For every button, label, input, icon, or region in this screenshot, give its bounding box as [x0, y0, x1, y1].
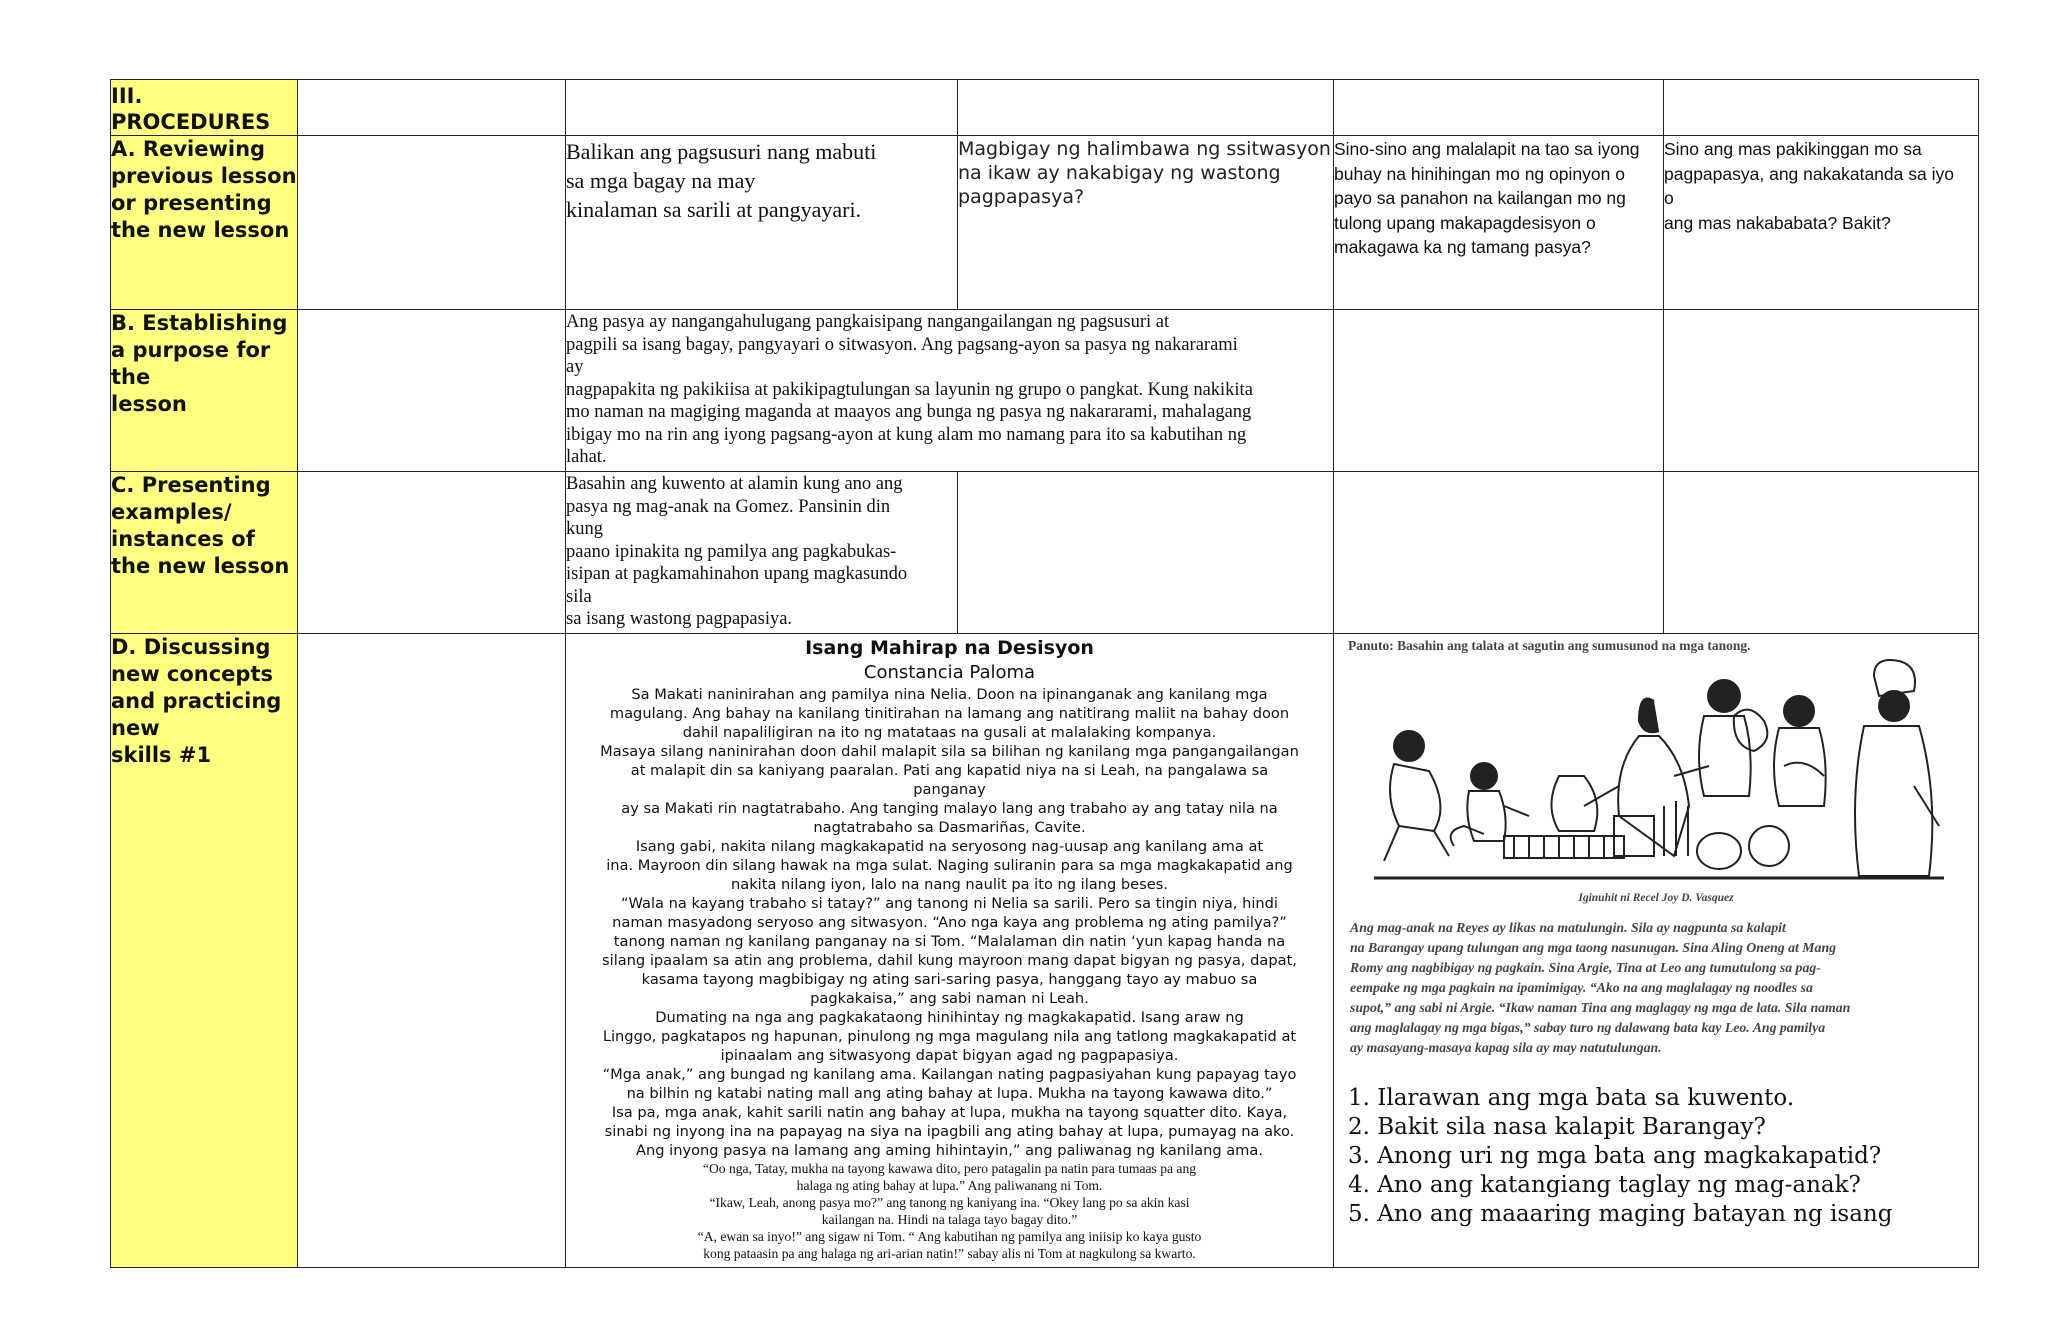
story-body: Sa Makati naninirahan ang pamilya nina Nelia. Doon na ipinanganak ang kanilang mga magulang. Ang bahay na kanilang tinitirahan na lamang ang natitirang maliit na bahay doon dahil napaliligiran na ito ng matataas na gusali at malalaking kompanya. Masaya silang naninirahan doon dahil malapit sila sa bilihan ng kanilang mga pangangailangan at malapit din sa kaniyang paaralan. Pati ang kapatid niya na si Leah, na pangalawa sa panganay ay sa Makati rin nagtatrabaho. Ang tanging malayo lang ang trabaho ay ang tatay nila na nagtatrabaho sa Dasmariñas, Cavite. Isang gabi, nakita nilang magkakapatid na seryosong nag-uusap ang kanilang ama at ina. Mayroon din silang hawak na mga sulat. Naging suliranin para sa mga magkakapatid ang nakita nilang iyon, lalo na nang naulit pa ito ng ilang beses. “Wala na kayang trabaho si tatay?” ang tanong ni Nelia sa sarili. Pero sa tingin niya, hindi naman masyadong seryoso ang sitwasyon. “Ano nga kaya ang problema ng ating pamilya?” tanong naman ng kanilang panganay na si Tom. “Malalaman din natin ‘yun kapag handa na silang ipaalam sa atin ang problema, dahil kung mayroon mang dapat bigyan ng pasya, dapat, kasama tayong magbibigay ng ating sari-saring pasya, hanggang tayo ay mabuo sa pagkakaisa,” ang sabi naman ni Leah. Dumating na nga ang pagkakataong hinihintay ng magkakapatid. Isang araw ng Linggo, pagkatapos ng hapunan, pinulong ng mga magulang nila ang tatlong magkakapatid at ipinaalam ang sitwasyong dapat bigyan agad ng pagpapasiya. “Mga anak,” ang bungad ng kanilang ama. Kailangan nating pagpasiyahan kung papayag tayo na bilhin ng katabi nating mall ang ating bahay at lupa. Mukha na tayong kawawa dito.” Isa pa, mga anak, kahit sarili natin ang bahay at lupa, mukha na tayong squatter dito. Kaya, sinabi ng inyong ina na papayag na siya na ipagbili ang ating bahay at lupa, pumayag na ako. Ang inyong pasya na lamang ang aming hihintayin,” ang paliwanag ng kanilang ama.	[600, 686, 1299, 1159]
story-body-continued: “Oo nga, Tatay, mukha na tayong kawawa dito, pero patagalin pa natin para tumaas pa ang halaga ng ating bahay at lupa.” Ang paliwanang ni Tom. “Ikaw, Leah, anong pasya mo?” ang tanong ng kaniyang ina. “Okey lang po sa akin kasi kailangan na. Hindi na talaga tayo bagay dito.” “A, ewan sa inyo!” ang sigaw ni Tom. “ Ang kabutihan ng pamilya ang iniisip ko kaya gusto kong pataasin pa ang halaga ng ari-arian natin!” sabay alis ni Tom at nagkulong sa kwarto.	[697, 1161, 1202, 1261]
empty-cell	[958, 80, 1334, 136]
empty-cell	[566, 80, 958, 136]
purpose-text: Ang pasya ay nangangahulugang pangkaisipang nangangailangan ng pagsusuri at pagpili sa isang bagay, pangyayari o sitwasyon. Ang pagsang-ayon sa pasya ng nakararami ay nagpapakita ng pakikiisa at pakikipagtulungan sa layunin ng grupo o pangkat. Kung nakikita mo naman na magiging maganda at maayos ang bunga ng pasya ng nakararami, mahalagang ibigay mo na rin ang iyong pagsang-ayon at kung alam mo namang para ito sa kabutihan ng lahat.	[566, 310, 1334, 472]
story-cell	[566, 634, 1334, 1268]
worksheet-instruction: Panuto: Basahin ang talata at sagutin ang sumusunod na mga tanong.	[1348, 638, 1751, 653]
label-establishing-purpose: B. Establishing a purpose for the lesson	[111, 310, 298, 472]
empty-cell	[1664, 472, 1979, 634]
figure-child-icon	[1467, 763, 1529, 841]
empty-cell	[298, 80, 566, 136]
figure-mother-icon	[1584, 699, 1709, 857]
question-item: 4. Ano ang katangiang taglay ng mag-anak?	[1348, 1172, 1861, 1198]
procedures-table	[110, 79, 1979, 1268]
family-relief-illustration	[1354, 656, 1954, 894]
day4-review-text: Sino ang mas pakikinggan mo sa pagpapasya, ang nakakatanda sa iyo o ang mas nakababata? Bakit?	[1664, 136, 1979, 310]
label-reviewing-lesson: A. Reviewing previous lesson or presenting the new lesson	[111, 136, 298, 310]
empty-cell	[1334, 80, 1664, 136]
day1-review-text: Balikan ang pagsusuri nang mabuti sa mga bagay na may kinalaman sa sarili at pangyayari.	[566, 136, 958, 310]
figure-father-icon	[1384, 731, 1449, 861]
row-establishing-purpose	[111, 310, 1979, 472]
worksheet-cell	[1334, 634, 1979, 1268]
story-author: Constancia Paloma	[863, 662, 1036, 683]
question-item: 3. Anong uri ng mga bata ang magkakapatid?	[1348, 1143, 1882, 1169]
procedures-header-row	[111, 80, 1979, 136]
empty-cell	[1664, 310, 1979, 472]
story-title: Isang Mahirap na Desisyon	[805, 637, 1094, 659]
empty-cell	[298, 472, 566, 634]
figure-teen-icon	[1699, 680, 1751, 796]
story-block	[566, 635, 1333, 1262]
day3-review-text: Sino-sino ang malalapit na tao sa iyong buhay na hinihingan mo ng opinyon o payo sa panahon na kailangan mo ng tulong upang makapagdesisyon o makagawa ka ng tamang pasya?	[1334, 136, 1664, 310]
empty-cell	[958, 472, 1334, 634]
empty-cell	[1334, 310, 1664, 472]
label-discussing-concepts: D. Discussing new concepts and practicing new skills #1	[111, 634, 298, 1268]
row-discussing-concepts	[111, 634, 1979, 1268]
row-presenting-examples	[111, 472, 1979, 634]
question-item: 5. Ano ang maaaring maging batayan ng isang	[1348, 1201, 1893, 1227]
empty-cell	[1334, 472, 1664, 634]
procedures-heading: III. PROCEDURES	[111, 80, 298, 136]
question-item: 1. Ilarawan ang mga bata sa kuwento.	[1348, 1085, 1795, 1111]
illustration-caption: Iginuhit ni Recel Joy D. Vasquez	[1578, 892, 1734, 904]
label-presenting-examples: C. Presenting examples/ instances of the new lesson	[111, 472, 298, 634]
empty-cell	[298, 634, 566, 1268]
worksheet-paragraph: Ang mag-anak na Reyes ay likas na matulungin. Sila ay nagpunta sa kalapit na Barangay upang tulungan ang mga taong nasunugan. Sina Aling Oneng at Mang Romy ang nagbibigay ng pagkain. Sina Argie, Tina at Leo ang tumutulong sa pag- eempake ng mga pagkain na ipamimigay. “Ako na ang maglalagay ng noodles sa supot,” ang sabi ni Argie. “Ikaw naman Tina ang maglagay ng mga de lata. Sila naman ang maglalagay ng mga bigas,” sabay turo ng dalawang bata kay Leo. Ang pamilya ay masayang-masaya kapag sila ay may natutulungan.	[1350, 920, 1851, 1055]
empty-cell	[298, 310, 566, 472]
figure-chef-icon	[1855, 660, 1939, 876]
empty-cell	[298, 136, 566, 310]
row-reviewing-lesson	[111, 136, 1979, 310]
day2-review-text: Magbigay ng halimbawa ng ssitwasyon na ikaw ay nakabigay ng wastong pagpapasya?	[958, 136, 1334, 310]
examples-text: Basahin ang kuwento at alamin kung ano ang pasya ng mag-anak na Gomez. Pansinin din kung paano ipinakita ng pamilya ang pagkabukas- isipan at pagkamahinahon upang magkasundo sila sa isang wastong pagpapasiya.	[566, 472, 958, 634]
figure-helper-icon	[1774, 696, 1826, 806]
relief-goods-icon	[1451, 710, 1824, 869]
worksheet-questions	[1334, 1084, 1978, 1229]
empty-cell	[1664, 80, 1979, 136]
question-item: 2. Bakit sila nasa kalapit Barangay?	[1348, 1114, 1766, 1140]
